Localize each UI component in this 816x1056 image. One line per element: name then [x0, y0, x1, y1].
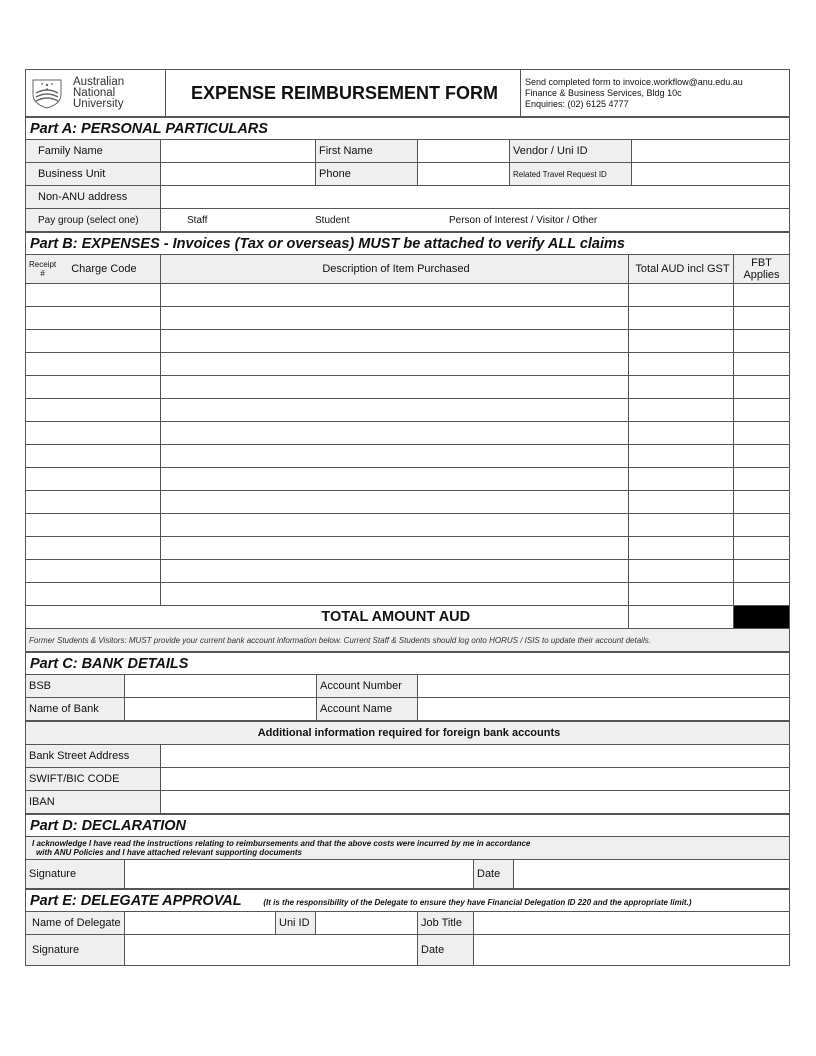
fbt-cell[interactable] — [734, 491, 790, 514]
amount-cell[interactable] — [629, 537, 734, 560]
charge-code-cell[interactable] — [26, 422, 161, 445]
declaration-text — [26, 837, 790, 860]
amount-cell[interactable] — [629, 445, 734, 468]
bank-info-note: Former Students & Visitors: MUST provide your current bank account information below. Current Staff & Students should log onto HORUS / ISIS to update their account details. — [26, 629, 790, 652]
part-e-title: Part E: DELEGATE APPROVAL — [30, 892, 242, 909]
crest-icon — [29, 76, 65, 110]
first-name-field[interactable] — [418, 140, 510, 163]
amount-cell[interactable] — [629, 468, 734, 491]
phone-field[interactable] — [418, 163, 510, 186]
amount-cell[interactable] — [629, 353, 734, 376]
travel-request-label: Related Travel Request ID — [510, 163, 632, 186]
pay-option-student[interactable]: Student — [315, 214, 350, 226]
send-info — [521, 70, 790, 117]
part-c-title: Part C: BANK DETAILS — [26, 653, 790, 675]
fbt-cell[interactable] — [734, 468, 790, 491]
expense-row — [26, 399, 790, 422]
charge-code-cell[interactable] — [26, 284, 161, 307]
description-cell[interactable] — [161, 491, 629, 514]
expense-row — [26, 468, 790, 491]
business-unit-label: Business Unit — [26, 163, 161, 186]
description-cell[interactable] — [161, 583, 629, 606]
description-cell[interactable] — [161, 445, 629, 468]
description-cell[interactable] — [161, 514, 629, 537]
delegate-date-field[interactable] — [474, 935, 790, 966]
swift-label: SWIFT/BIC CODE — [26, 768, 161, 791]
expense-row — [26, 514, 790, 537]
vendor-label: Vendor / Uni ID — [510, 140, 632, 163]
iban-label: IBAN — [26, 791, 161, 814]
part-b-table — [25, 232, 790, 652]
delegate-signature-field[interactable] — [125, 935, 418, 966]
expense-row — [26, 307, 790, 330]
family-name-field[interactable] — [161, 140, 316, 163]
expense-row — [26, 376, 790, 399]
fbt-cell[interactable] — [734, 422, 790, 445]
delegate-signature-label: Signature — [26, 935, 125, 966]
non-anu-address-label: Non-ANU address — [26, 186, 161, 209]
bank-name-field[interactable] — [125, 698, 317, 721]
expense-row — [26, 353, 790, 376]
account-name-label: Account Name — [317, 698, 418, 721]
fbt-cell[interactable] — [734, 537, 790, 560]
charge-code-cell[interactable] — [26, 583, 161, 606]
account-name-field[interactable] — [418, 698, 790, 721]
description-cell[interactable] — [161, 537, 629, 560]
charge-code-cell[interactable] — [26, 376, 161, 399]
expense-row — [26, 445, 790, 468]
amount-cell[interactable] — [629, 583, 734, 606]
declaration-signature-label: Signature — [26, 860, 125, 889]
amount-cell[interactable] — [629, 376, 734, 399]
send-line-2: Finance & Business Services, Bldg 10c — [525, 87, 682, 98]
amount-cell[interactable] — [629, 560, 734, 583]
fbt-cell[interactable] — [734, 514, 790, 537]
swift-field[interactable] — [161, 768, 790, 791]
expense-row — [26, 560, 790, 583]
fbt-cell[interactable] — [734, 353, 790, 376]
expense-row — [26, 491, 790, 514]
charge-code-cell[interactable] — [26, 468, 161, 491]
fbt-cell[interactable] — [734, 307, 790, 330]
amount-cell[interactable] — [629, 514, 734, 537]
bsb-label: BSB — [26, 675, 125, 698]
pay-option-staff[interactable]: Staff — [187, 214, 208, 226]
amount-cell[interactable] — [629, 330, 734, 353]
charge-code-cell[interactable] — [26, 307, 161, 330]
expense-row — [26, 284, 790, 307]
expense-form — [25, 69, 789, 966]
job-title-label: Job Title — [418, 912, 474, 935]
amount-cell[interactable] — [629, 491, 734, 514]
pay-group-options — [161, 209, 790, 232]
expense-row — [26, 330, 790, 353]
description-cell[interactable] — [161, 376, 629, 399]
description-cell[interactable] — [161, 468, 629, 491]
fbt-cell[interactable] — [734, 399, 790, 422]
send-line-1: Send completed form to invoice.workflow@anu.edu.au — [525, 76, 743, 87]
description-cell[interactable] — [161, 399, 629, 422]
charge-code-cell[interactable] — [26, 537, 161, 560]
charge-code-header: Charge Code — [71, 263, 137, 275]
fbt-header-line-2: Applies — [743, 269, 780, 281]
iban-field[interactable] — [161, 791, 790, 814]
pay-group-label: Pay group (select one) — [26, 209, 161, 232]
part-e-table — [25, 889, 790, 966]
part-d-title: Part D: DECLARATION — [26, 815, 790, 837]
account-number-field[interactable] — [418, 675, 790, 698]
uni-id-label: Uni ID — [276, 912, 316, 935]
description-cell[interactable] — [161, 422, 629, 445]
university-line-3: University — [73, 97, 124, 110]
foreign-bank-table — [25, 721, 790, 814]
account-number-label: Account Number — [317, 675, 418, 698]
description-header: Description of Item Purchased — [161, 255, 629, 284]
expense-rows — [26, 284, 790, 606]
charge-code-cell[interactable] — [26, 353, 161, 376]
fbt-cell[interactable] — [734, 284, 790, 307]
amount-cell[interactable] — [629, 422, 734, 445]
first-name-label: First Name — [316, 140, 418, 163]
expense-row — [26, 422, 790, 445]
send-line-3: Enquiries: (02) 6125 4777 — [525, 98, 629, 109]
foreign-bank-heading: Additional information required for foreign bank accounts — [26, 722, 790, 745]
description-cell[interactable] — [161, 330, 629, 353]
university-line-1: Australian — [73, 75, 125, 88]
delegate-name-label: Name of Delegate — [26, 912, 125, 935]
total-spacer — [26, 606, 161, 629]
phone-label: Phone — [316, 163, 418, 186]
street-address-label: Bank Street Address — [26, 745, 161, 768]
charge-code-cell[interactable] — [26, 445, 161, 468]
fbt-header-line-1: FBT — [751, 257, 772, 269]
declaration-line-1: I acknowledge I have read the instructions relating to reimbursements and that the above costs were incurred by me in accordance — [32, 839, 531, 848]
non-anu-address-field[interactable] — [161, 186, 790, 209]
amount-cell[interactable] — [629, 284, 734, 307]
description-cell[interactable] — [161, 284, 629, 307]
form-header — [25, 69, 790, 117]
part-d-table — [25, 814, 790, 889]
total-amount-label: TOTAL AMOUNT AUD — [161, 606, 629, 629]
charge-code-cell[interactable] — [26, 491, 161, 514]
expense-row — [26, 583, 790, 606]
charge-code-cell[interactable] — [26, 399, 161, 422]
fbt-cell[interactable] — [734, 376, 790, 399]
pay-option-other[interactable]: Person of Interest / Visitor / Other — [449, 214, 598, 226]
street-address-field[interactable] — [161, 745, 790, 768]
declaration-line-2: with ANU Policies and I have attached relevant supporting documents — [36, 848, 302, 857]
amount-cell[interactable] — [629, 399, 734, 422]
total-amount-field[interactable] — [629, 606, 734, 629]
form-title: EXPENSE REIMBURSEMENT FORM — [166, 70, 521, 117]
total-fbt-blackout — [734, 606, 790, 629]
delegate-name-field[interactable] — [125, 912, 276, 935]
bank-name-label: Name of Bank — [26, 698, 125, 721]
amount-cell[interactable] — [629, 307, 734, 330]
part-e-title-row — [26, 890, 790, 912]
receipt-charge-header — [26, 255, 161, 284]
delegate-note: (It is the responsibility of the Delegate to ensure they have Financial Delegation ID 220 and the appropriate limit.) — [263, 897, 692, 907]
uni-id-field[interactable] — [316, 912, 418, 935]
travel-request-field[interactable] — [632, 163, 790, 186]
part-a-title: Part A: PERSONAL PARTICULARS — [26, 118, 790, 140]
total-aud-header: Total AUD incl GST — [629, 255, 734, 284]
job-title-field[interactable] — [474, 912, 790, 935]
declaration-signature-field[interactable] — [125, 860, 474, 889]
family-name-label: Family Name — [26, 140, 161, 163]
description-cell[interactable] — [161, 560, 629, 583]
university-logo — [26, 70, 166, 117]
description-cell[interactable] — [161, 353, 629, 376]
receipt-hash: # — [40, 269, 45, 278]
receipt-header: Receipt — [29, 260, 57, 269]
declaration-date-field[interactable] — [514, 860, 790, 889]
part-a-table — [25, 117, 790, 232]
part-c-table — [25, 652, 790, 721]
business-unit-field[interactable] — [161, 163, 316, 186]
fbt-header — [734, 255, 790, 284]
fbt-cell[interactable] — [734, 560, 790, 583]
expense-row — [26, 537, 790, 560]
description-cell[interactable] — [161, 307, 629, 330]
fbt-cell[interactable] — [734, 445, 790, 468]
charge-code-cell[interactable] — [26, 330, 161, 353]
university-line-2: National — [73, 86, 116, 99]
bsb-field[interactable] — [125, 675, 317, 698]
vendor-field[interactable] — [632, 140, 790, 163]
delegate-date-label: Date — [418, 935, 474, 966]
declaration-date-label: Date — [474, 860, 514, 889]
fbt-cell[interactable] — [734, 583, 790, 606]
part-b-title: Part B: EXPENSES - Invoices (Tax or overseas) MUST be attached to verify ALL claims — [26, 233, 790, 255]
fbt-cell[interactable] — [734, 330, 790, 353]
charge-code-cell[interactable] — [26, 514, 161, 537]
charge-code-cell[interactable] — [26, 560, 161, 583]
